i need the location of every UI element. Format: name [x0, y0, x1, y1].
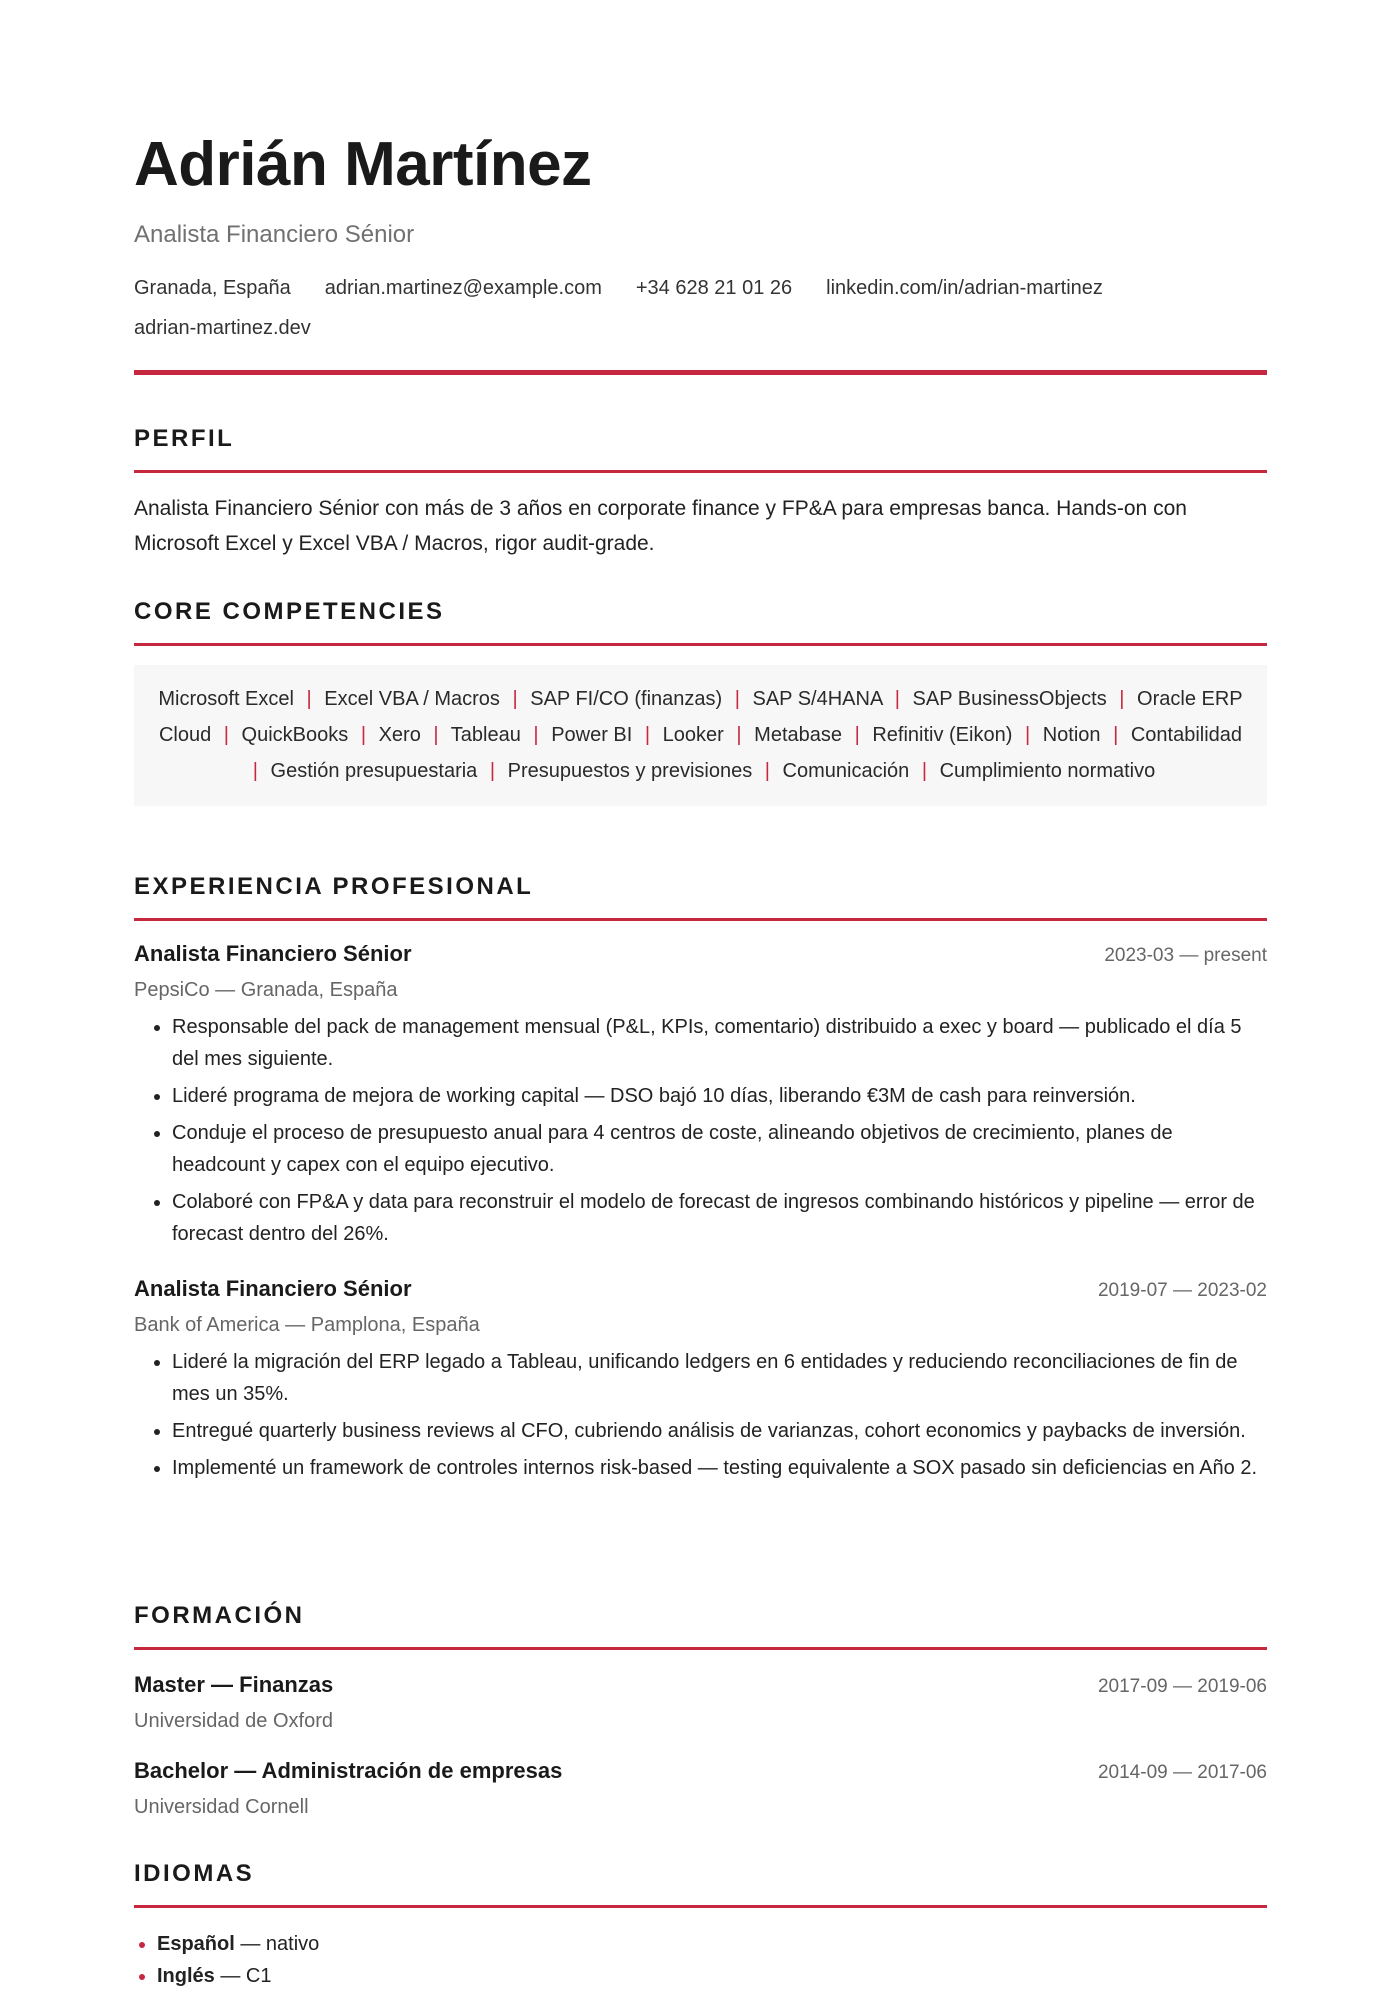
language-item — [157, 1928, 1267, 1960]
job-company: Bank of America — Pamplona, España — [134, 1314, 480, 1336]
language-name: Inglés — [157, 1965, 215, 1987]
skill-item: Oracle ERP Cloud — [158, 688, 1243, 746]
job-bullets — [134, 1346, 1267, 1484]
section-divider — [134, 470, 1267, 473]
skill-item: Power BI — [551, 724, 633, 746]
education-school: Universidad Cornell — [134, 1796, 309, 1818]
section-divider — [134, 918, 1267, 921]
skill-separator: | — [533, 724, 539, 746]
job-bullet: • Implementé un framework de controles internos risk-based — testing equivalente a SOX pasado sin deficiencias en Año 2. — [172, 1452, 1267, 1484]
skill-separator: | — [764, 760, 770, 782]
skill-separator: | — [1113, 724, 1119, 746]
skill-item: Gestión presupuestaria — [270, 760, 478, 782]
job-bullet: • Responsable del pack de management mensual (P&L, KPIs, comentario) distribuido a exec y board — publicado el día 5 del mes siguiente. — [172, 1011, 1267, 1075]
section-heading-experience: EXPERIENCIA PROFESIONAL — [134, 873, 534, 900]
section-heading-education: FORMACIÓN — [134, 1602, 305, 1629]
education-degree: Bachelor — Administración de empresas — [134, 1758, 563, 1783]
language-level: — C1 — [220, 1965, 272, 1987]
competencies-section — [134, 597, 1267, 806]
profile-section — [134, 424, 1267, 561]
skill-item: Xero — [378, 724, 421, 746]
skill-separator: | — [644, 724, 651, 746]
skill-item: Contabilidad — [1130, 724, 1243, 746]
skill-separator: | — [489, 760, 496, 782]
profile-summary: Analista Financiero Sénior con más de 3 años en corporate finance y FP&A para empresas banca. Hands-on con Microsoft Excel y Excel VBA / Macros, rigor audit-grade. — [134, 497, 1187, 555]
section-heading-profile: PERFIL — [134, 425, 235, 452]
skill-separator: | — [1024, 724, 1031, 746]
education-school: Universidad de Oxford — [134, 1710, 333, 1732]
contact-location: Granada, España — [134, 277, 291, 299]
skill-item: Metabase — [754, 724, 842, 746]
skill-separator: | — [734, 688, 740, 710]
education-degree: Master — Finanzas — [134, 1672, 334, 1697]
job-bullet: • Conduje el proceso de presupuesto anual para 4 centros de coste, alineando objetivos de crecimiento, planes de headcount y capex con el equipo ejecutivo. — [172, 1117, 1267, 1181]
section-heading-competencies: CORE COMPETENCIES — [134, 598, 445, 625]
skill-item: SAP BusinessObjects — [912, 688, 1107, 710]
skill-separator: | — [252, 760, 258, 782]
resume-page — [134, 128, 1267, 1987]
skills-box — [134, 665, 1267, 806]
skill-item: Presupuestos y previsiones — [507, 760, 753, 782]
job-dates: 2019-07 — 2023-02 — [1097, 1280, 1267, 1301]
skill-item: Tableau — [450, 724, 521, 746]
skill-item: Looker — [662, 724, 724, 746]
skill-separator: | — [223, 724, 229, 746]
section-divider — [134, 1905, 1267, 1908]
language-level: — nativo — [240, 1933, 320, 1955]
section-heading-languages: IDIOMAS — [134, 1860, 255, 1887]
contact-phone[interactable]: +34 628 21 01 26 — [635, 277, 793, 299]
job-bullet: • Lideré programa de mejora de working capital — DSO bajó 10 días, liberando €3M de cash para reinversión. — [172, 1080, 1267, 1112]
skill-separator: | — [1119, 688, 1125, 710]
contact-linkedin[interactable]: linkedin.com/in/adrian-martinez — [826, 277, 1103, 299]
skill-item: Refinitiv (Eikon) — [872, 724, 1013, 746]
contact-email[interactable]: adrian.martinez@example.com — [324, 277, 602, 299]
skill-separator: | — [512, 688, 518, 710]
skill-separator: | — [921, 760, 928, 782]
contact-list — [134, 268, 1267, 348]
job-bullet: • Lideré la migración del ERP legado a Tableau, unificando ledgers en 6 entidades y reduciendo reconciliaciones de fin de mes un 35%. — [172, 1346, 1267, 1410]
education-entry — [134, 1670, 1267, 1734]
skill-item: Comunicación — [782, 760, 910, 782]
education-dates: 2017-09 — 2019-06 — [1097, 1676, 1267, 1697]
skill-separator: | — [894, 688, 900, 710]
job-bullets — [134, 1011, 1267, 1250]
job-title: Analista Financiero Sénior — [134, 941, 412, 966]
job-bullet: • Colaboré con FP&A y data para reconstruir el modelo de forecast de ingresos combinando históricos y pipeline — error de forecast dentro del 26%. — [172, 1186, 1267, 1250]
skill-separator: | — [736, 724, 742, 746]
language-name: Español — [157, 1933, 235, 1955]
languages-section — [134, 1859, 1267, 1992]
job-company: PepsiCo — Granada, España — [134, 979, 398, 1001]
language-list — [134, 1928, 1267, 1992]
skill-item: Notion — [1042, 724, 1101, 746]
skill-separator: | — [854, 724, 860, 746]
job-title: Analista Financiero Sénior — [134, 1276, 412, 1301]
skill-separator: | — [360, 724, 367, 746]
experience-section — [134, 872, 1267, 1489]
section-divider — [134, 1647, 1267, 1650]
language-item — [157, 1960, 1267, 1992]
candidate-name: Adrián Martínez — [134, 130, 592, 199]
skill-item: Excel VBA / Macros — [324, 688, 500, 710]
candidate-title: Analista Financiero Sénior — [134, 221, 415, 248]
education-section — [134, 1601, 1267, 1820]
skill-separator: | — [433, 724, 439, 746]
education-entry — [134, 1756, 1267, 1820]
skill-item: Cumplimiento normativo — [939, 760, 1156, 782]
job-entry — [134, 939, 1267, 1250]
skill-separator: | — [306, 688, 312, 710]
skill-item: QuickBooks — [241, 724, 349, 746]
job-bullet: • Entregué quarterly business reviews al CFO, cubriendo análisis de varianzas, cohort economics y paybacks de inversión. — [172, 1415, 1267, 1447]
section-divider — [134, 643, 1267, 646]
header-divider — [134, 370, 1267, 375]
job-entry — [134, 1274, 1267, 1484]
skill-item: SAP S/4HANA — [752, 688, 883, 710]
skill-item: SAP FI/CO (finanzas) — [530, 688, 723, 710]
contact-website[interactable]: adrian-martinez.dev — [134, 317, 311, 339]
job-dates: 2023-03 — present — [1104, 945, 1267, 966]
education-dates: 2014-09 — 2017-06 — [1097, 1762, 1267, 1783]
skill-item: Microsoft Excel — [158, 688, 294, 710]
